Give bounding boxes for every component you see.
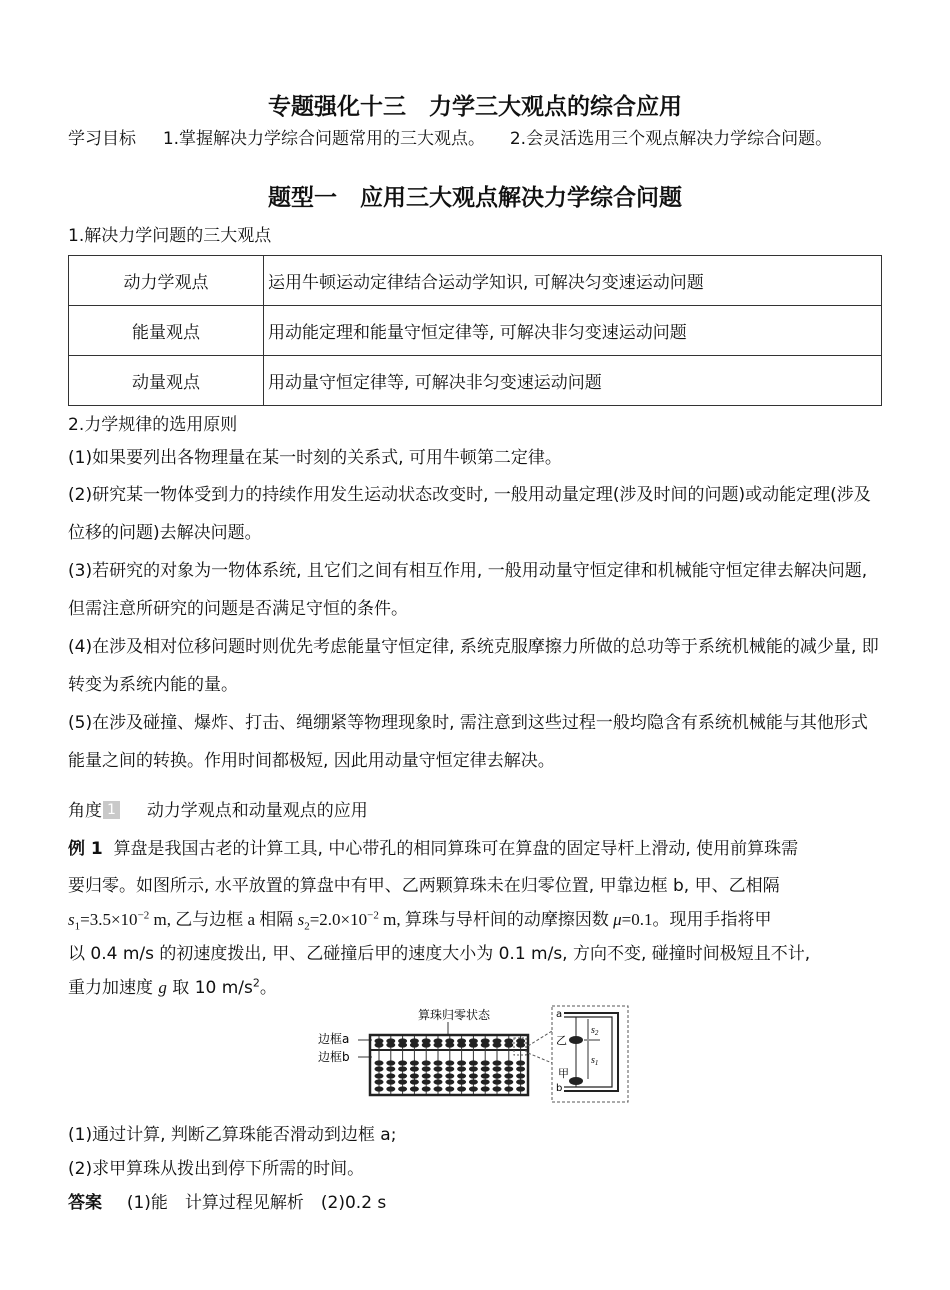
abacus-figure [318, 1003, 630, 1105]
abacus-bead [422, 1086, 431, 1091]
abacus-bead [386, 1066, 395, 1071]
s1-exponent: −2 [137, 909, 150, 922]
abacus-bead [493, 1079, 502, 1084]
abacus-bead [481, 1079, 490, 1084]
abacus-bead [398, 1079, 407, 1084]
abacus-bead [481, 1042, 490, 1047]
abacus-bead [386, 1060, 395, 1065]
abacus-bead [481, 1073, 490, 1078]
principle-4: (4)在涉及相对位移问题时则优先考虑能量守恒定律, 系统克服摩擦力所做的总功等于系统机械能的减少量, 即转变为系统内能的量。 [68, 637, 879, 695]
s2-label: $s_2$ [591, 1025, 599, 1037]
abacus-bead [504, 1086, 513, 1091]
gravity-text: 重力加速度 [68, 978, 159, 998]
zoom-a-label: a [556, 1009, 563, 1020]
example-text-1: 算盘是我国古老的计算工具, 中心带孔的相同算珠可在算盘的固定导杆上滑动, 使用前算珠需 [113, 839, 799, 859]
abacus-bead [469, 1086, 478, 1091]
abacus-bead [481, 1086, 490, 1091]
bead-jia-label: 甲 [558, 1067, 569, 1080]
s1-value: =3.5×10 [80, 910, 138, 929]
abacus-bead [375, 1060, 384, 1065]
abacus-bead [481, 1066, 490, 1071]
abacus-bead [457, 1086, 466, 1091]
abacus-bead [386, 1073, 395, 1078]
abacus-bead [516, 1042, 525, 1047]
abacus-bead [375, 1066, 384, 1071]
view-name: 能量观点 [69, 306, 264, 356]
table-row [69, 306, 882, 356]
view-name: 动量观点 [69, 356, 264, 406]
example-label: 例 1 [68, 839, 103, 859]
abacus-bead [469, 1042, 478, 1047]
angle-title: 动力学观点和动量观点的应用 [146, 801, 368, 821]
abacus-bead [445, 1066, 454, 1071]
abacus-bead [504, 1066, 513, 1071]
abacus-bead [469, 1073, 478, 1078]
gravity-value: 取 10 m/s [166, 978, 253, 998]
abacus-bead [493, 1060, 502, 1065]
view-desc: 运用牛顿运动定律结合运动学知识, 可解决匀变速运动问题 [264, 256, 882, 306]
bead-jia [569, 1077, 583, 1085]
abacus-bead [398, 1060, 407, 1065]
answer-label: 答案 [68, 1193, 102, 1213]
principle-5: (5)在涉及碰撞、爆炸、打击、绳绷紧等物理现象时, 需注意到这些过程一般均隐含有系统机械能与其他形式能量之间的转换。作用时间都极短, 因此用动量守恒定律去解决。 [68, 713, 868, 771]
abacus-bead [375, 1086, 384, 1091]
abacus-bead [457, 1042, 466, 1047]
abacus-bead [375, 1079, 384, 1084]
abacus-bead [434, 1073, 443, 1078]
abacus-bead [422, 1073, 431, 1078]
figure-caption: 算珠归零状态 [418, 1008, 491, 1022]
abacus-bead [516, 1079, 525, 1084]
abacus-bead [457, 1066, 466, 1071]
abacus-bead [434, 1079, 443, 1084]
abacus-bead [410, 1079, 419, 1084]
bead-yi-label: 乙 [556, 1034, 567, 1047]
objectives-label: 学习目标 [68, 129, 136, 149]
abacus-bead [445, 1042, 454, 1047]
abacus-rods [375, 1036, 526, 1094]
abacus-bead [493, 1086, 502, 1091]
abacus-bead [457, 1079, 466, 1084]
abacus-bead [398, 1073, 407, 1078]
abacus-bead [504, 1073, 513, 1078]
example-line-5: 重力加速度 g 取 10 $m/s^2$。 [68, 976, 277, 998]
example-line-3: $s_1=3.5\times 10^{-2}$ m, 乙与边框 a 相隔 $s_2=2.0\times 10^{-2}$ m, 算珠与导杆间的动摩擦因数 μ=0.1。现用手指将甲 [68, 909, 772, 933]
view-desc: 用动能定理和能量守恒定律等, 可解决非匀变速运动问题 [264, 306, 882, 356]
angle-number-badge: 1 [103, 801, 120, 819]
frame-a-label: 边框a [318, 1032, 350, 1046]
abacus-bead [493, 1073, 502, 1078]
abacus-bead [410, 1060, 419, 1065]
abacus-bead [445, 1073, 454, 1078]
objective-1: 1.掌握解决力学综合问题常用的三大观点。 [162, 129, 486, 149]
view-desc: 用动量守恒定律等, 可解决非匀变速运动问题 [264, 356, 882, 406]
abacus-bead [445, 1060, 454, 1065]
gravity-exponent: 2 [252, 976, 260, 990]
abacus-bead [398, 1086, 407, 1091]
abacus-bead [434, 1086, 443, 1091]
abacus-bead [445, 1086, 454, 1091]
abacus-bead [516, 1066, 525, 1071]
abacus-bead [434, 1066, 443, 1071]
principle-3: (3)若研究的对象为一物体系统, 且它们之间有相互作用, 一般用动量守恒定律和机械能守恒定律去解决问题, 但需注意所研究的问题是否满足守恒的条件。 [68, 561, 868, 619]
abacus-bead [457, 1060, 466, 1065]
abacus-bead [469, 1079, 478, 1084]
abacus-bead [422, 1042, 431, 1047]
abacus-bead [422, 1066, 431, 1071]
section-title: 题型一 应用三大观点解决力学综合问题 [268, 185, 682, 211]
principles-heading: 2.力学规律的选用原则 [68, 415, 238, 435]
view-name: 动力学观点 [69, 256, 264, 306]
abacus-bead [410, 1066, 419, 1071]
table-row [69, 256, 882, 306]
abacus-bead [504, 1060, 513, 1065]
abacus-bead [434, 1060, 443, 1065]
abacus-bead [410, 1086, 419, 1091]
example-line-4: 以 0.4 m/s 的初速度拨出, 甲、乙碰撞后甲的速度大小为 0.1 m/s, 方向不变, 碰撞时间极短且不计, [68, 944, 811, 964]
abacus-bead [493, 1066, 502, 1071]
views-table [68, 255, 882, 406]
angle-label: 角度 [68, 801, 102, 821]
frame-b-label: 边框b [318, 1050, 350, 1064]
abacus-bead [375, 1042, 384, 1047]
learning-objectives [68, 124, 832, 149]
abacus-bead [481, 1060, 490, 1065]
s1-label: $s_1$ [591, 1055, 599, 1067]
mu-value: =0.1。现用手指将甲 [621, 910, 772, 929]
objective-2: 2.会灵活选用三个观点解决力学综合问题。 [509, 129, 833, 149]
abacus-bead [434, 1042, 443, 1047]
angle-heading [68, 796, 368, 821]
abacus-bead [410, 1073, 419, 1078]
abacus-bead [410, 1042, 419, 1047]
abacus-bead [422, 1060, 431, 1065]
main-title: 专题强化十三 力学三大观点的综合应用 [268, 94, 682, 120]
example-line-2: 要归零。如图所示, 水平放置的算盘中有甲、乙两颗算珠未在归零位置, 甲靠边框 b, 甲、乙相隔 [68, 876, 780, 896]
table-row [69, 356, 882, 406]
abacus-bead [457, 1073, 466, 1078]
answer-line [68, 1188, 386, 1213]
abacus-bead [504, 1079, 513, 1084]
answer-text: (1)能 计算过程见解析 (2)0.2 s [126, 1193, 387, 1213]
abacus-bead [493, 1042, 502, 1047]
s2-exponent: −2 [367, 909, 379, 922]
abacus-bead [469, 1060, 478, 1065]
abacus-bead [398, 1066, 407, 1071]
principle-2: (2)研究某一物体受到力的持续作用发生运动状态改变时, 一般用动量定理(涉及时间的问题)或动能定理(涉及位移的问题)去解决问题。 [68, 485, 871, 543]
abacus-bead [422, 1079, 431, 1084]
example-line-1 [68, 834, 798, 859]
abacus-bead [386, 1086, 395, 1091]
abacus-bead [469, 1066, 478, 1071]
zoom-b-label: b [556, 1083, 563, 1094]
question-2: (2)求甲算珠从拨出到停下所需的时间。 [68, 1159, 365, 1179]
abacus-bead [398, 1042, 407, 1047]
abacus-bead [516, 1060, 525, 1065]
bead-yi [569, 1036, 583, 1044]
abacus-bead [375, 1073, 384, 1078]
abacus-bead [386, 1042, 395, 1047]
s1-rest: m, 乙与边框 a 相隔 [149, 910, 298, 929]
abacus-bead [445, 1079, 454, 1084]
abacus-bead [516, 1086, 525, 1091]
s2-rest: m, 算珠与导杆间的动摩擦因数 [378, 910, 614, 929]
principle-1: (1)如果要列出各物理量在某一时刻的关系式, 可用牛顿第二定律。 [68, 448, 562, 468]
question-1: (1)通过计算, 判断乙算珠能否滑动到边框 a; [68, 1125, 397, 1145]
s2-value: =2.0×10 [309, 910, 368, 929]
abacus-bead [386, 1079, 395, 1084]
views-heading: 1.解决力学问题的三大观点 [68, 226, 272, 246]
gravity-end: 。 [259, 978, 277, 998]
abacus-bead [516, 1073, 525, 1078]
abacus-bead [504, 1042, 513, 1047]
